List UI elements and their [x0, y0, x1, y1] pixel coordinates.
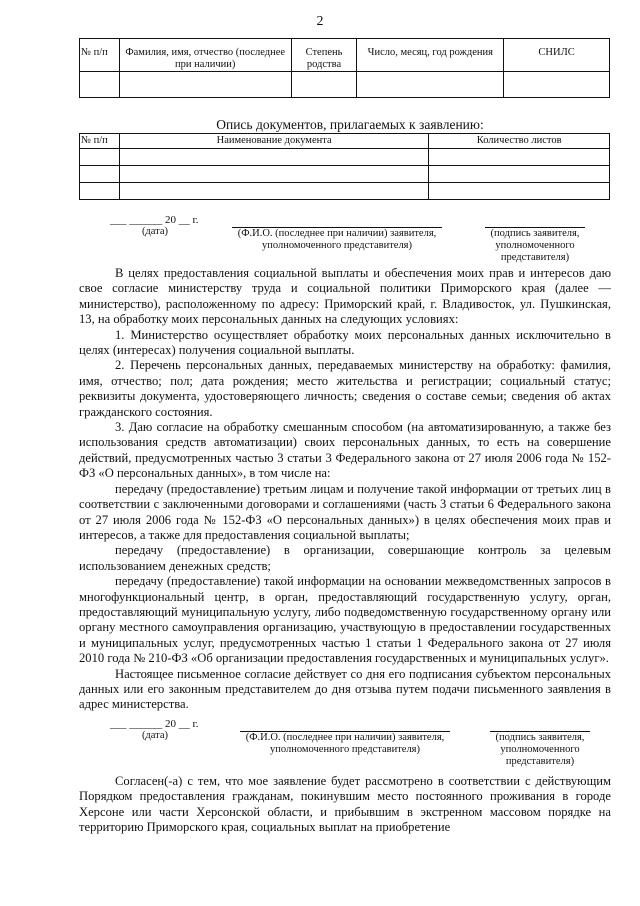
paragraph: В целях предоставления социальной выплаты и обеспечения моих прав и интересов даю свое согласие министерству труда и социальной политики Приморского края (далее — министерство), расположенному по адресу: Приморский край, г. Владивосток, ул. Пушкинская, 13, на обработку моих персональных данных на следующих условиях: [79, 266, 611, 327]
paragraph: передачу (предоставление) в организации, совершающие контроль за целевым использованием денежных средств; [79, 543, 611, 573]
agreement-text [79, 774, 611, 836]
table-row [80, 166, 610, 183]
fio-label: (Ф.И.О. (последнее при наличии) заявителя, уполномоченного представителя) [240, 731, 450, 756]
date-field[interactable] [110, 718, 200, 742]
fio-field[interactable] [232, 214, 442, 252]
signature-field[interactable] [485, 214, 585, 264]
table-cell[interactable] [504, 72, 610, 98]
column-header: Наименование документа [119, 134, 428, 149]
column-header: № п/п [80, 39, 120, 72]
column-header: СНИЛС [504, 39, 610, 72]
table-cell[interactable] [80, 72, 120, 98]
signature-label: (подпись заявителя, уполномоченного представителя) [490, 731, 590, 768]
table-row [80, 183, 610, 200]
paragraph: Настоящее письменное согласие действует со дня его подписания субъектом персональных данных или его законным представителем до дня отзыва путем подачи письменного заявления в адрес министерства. [79, 666, 611, 712]
page-number: 2 [316, 14, 324, 29]
table-cell[interactable] [80, 149, 120, 166]
paragraph: 2. Перечень персональных данных, передаваемых министерству на обработку: фамилия, имя, отчество; пол; дата рождения; место жительства и регистрации; социальный статус; реквизиты документа, удостоверяющего личность; сведения о составе семьи; сведения об актах гражданского состояния. [79, 358, 611, 419]
column-header: Фамилия, имя, отчество (последнее при наличии) [119, 39, 291, 72]
docs-section-title: Опись документов, прилагаемых к заявлению: [216, 117, 484, 132]
table-cell[interactable] [357, 72, 504, 98]
signature-field[interactable] [490, 718, 590, 768]
paragraph: 1. Министерство осуществляет обработку моих персональных данных исключительно в целях (интересах) получения социальной выплаты. [79, 327, 611, 358]
date-label: (дата) [141, 226, 169, 237]
table-cell[interactable] [429, 166, 610, 183]
table-header-row [80, 39, 610, 72]
fio-field[interactable] [240, 718, 450, 756]
consent-text [79, 266, 611, 713]
table-cell[interactable] [291, 72, 357, 98]
fio-label: (Ф.И.О. (последнее при наличии) заявителя, уполномоченного представителя) [232, 227, 442, 252]
column-header: Количество листов [429, 134, 610, 149]
date-field[interactable] [110, 214, 200, 238]
table-header-row [80, 134, 610, 149]
table-cell[interactable] [80, 183, 120, 200]
column-header: Степень родства [291, 39, 357, 72]
table-cell[interactable] [119, 183, 428, 200]
date-blank: ___ ______ 20 __ г. [110, 214, 199, 226]
table-cell[interactable] [429, 183, 610, 200]
table-cell[interactable] [119, 149, 428, 166]
paragraph: передачу (предоставление) такой информации на основании межведомственных запросов в многофункциональный центр, в орган, предоставляющий государственную услугу, орган, предоставляющий муниципальную услугу, либо подведомственную государственному органу или органу местного самоуправления организацию, участвующую в предоставлении государственных и муниципальных услуг, предусмотренных частью 1 статьи 1 Федерального закона от 27 июля 2010 года № 210-ФЗ «Об организации предоставления государственных и муниципальных услуг». [79, 574, 611, 666]
paragraph: Согласен(-а) с тем, что мое заявление будет рассмотрено в соответствии с действующим Порядком предоставления гражданам, покинувшим место постоянного проживания в городе Херсоне или части Херсонской области, и прибывшим в экстренном массовом порядке на территорию Приморского края, социальных выплат на приобретение [79, 774, 611, 835]
table-cell[interactable] [119, 166, 428, 183]
signature-label: (подпись заявителя, уполномоченного представителя) [485, 227, 585, 264]
table-cell[interactable] [429, 149, 610, 166]
table-row [80, 149, 610, 166]
family-members-table [79, 38, 610, 98]
table-cell[interactable] [119, 72, 291, 98]
column-header: Число, месяц, год рождения [357, 39, 504, 72]
table-row [80, 72, 610, 98]
documents-table [79, 133, 610, 200]
paragraph: передачу (предоставление) третьим лицам и получение такой информации от третьих лиц в соответствии с заключенными договорами и соглашениями (часть 3 статьи 6 Федерального закона от 27 июля 2006 года № 152-ФЗ «О персональных данных») в целях обеспечения моих прав и интересов, а также для предоставления социальной выплаты; [79, 481, 611, 542]
date-label: (дата) [141, 730, 169, 741]
table-cell[interactable] [80, 166, 120, 183]
date-blank: ___ ______ 20 __ г. [110, 718, 199, 730]
column-header: № п/п [80, 134, 120, 149]
paragraph: 3. Даю согласие на обработку смешанным способом (на автоматизированную, а также без использования средств автоматизации) своих персональных данных, то есть на совершение действий, предусмотренных частью 3 статьи 3 Федерального закона от 27 июля 2006 года № 152-ФЗ «О персональных данных», в том числе на: [79, 420, 611, 481]
